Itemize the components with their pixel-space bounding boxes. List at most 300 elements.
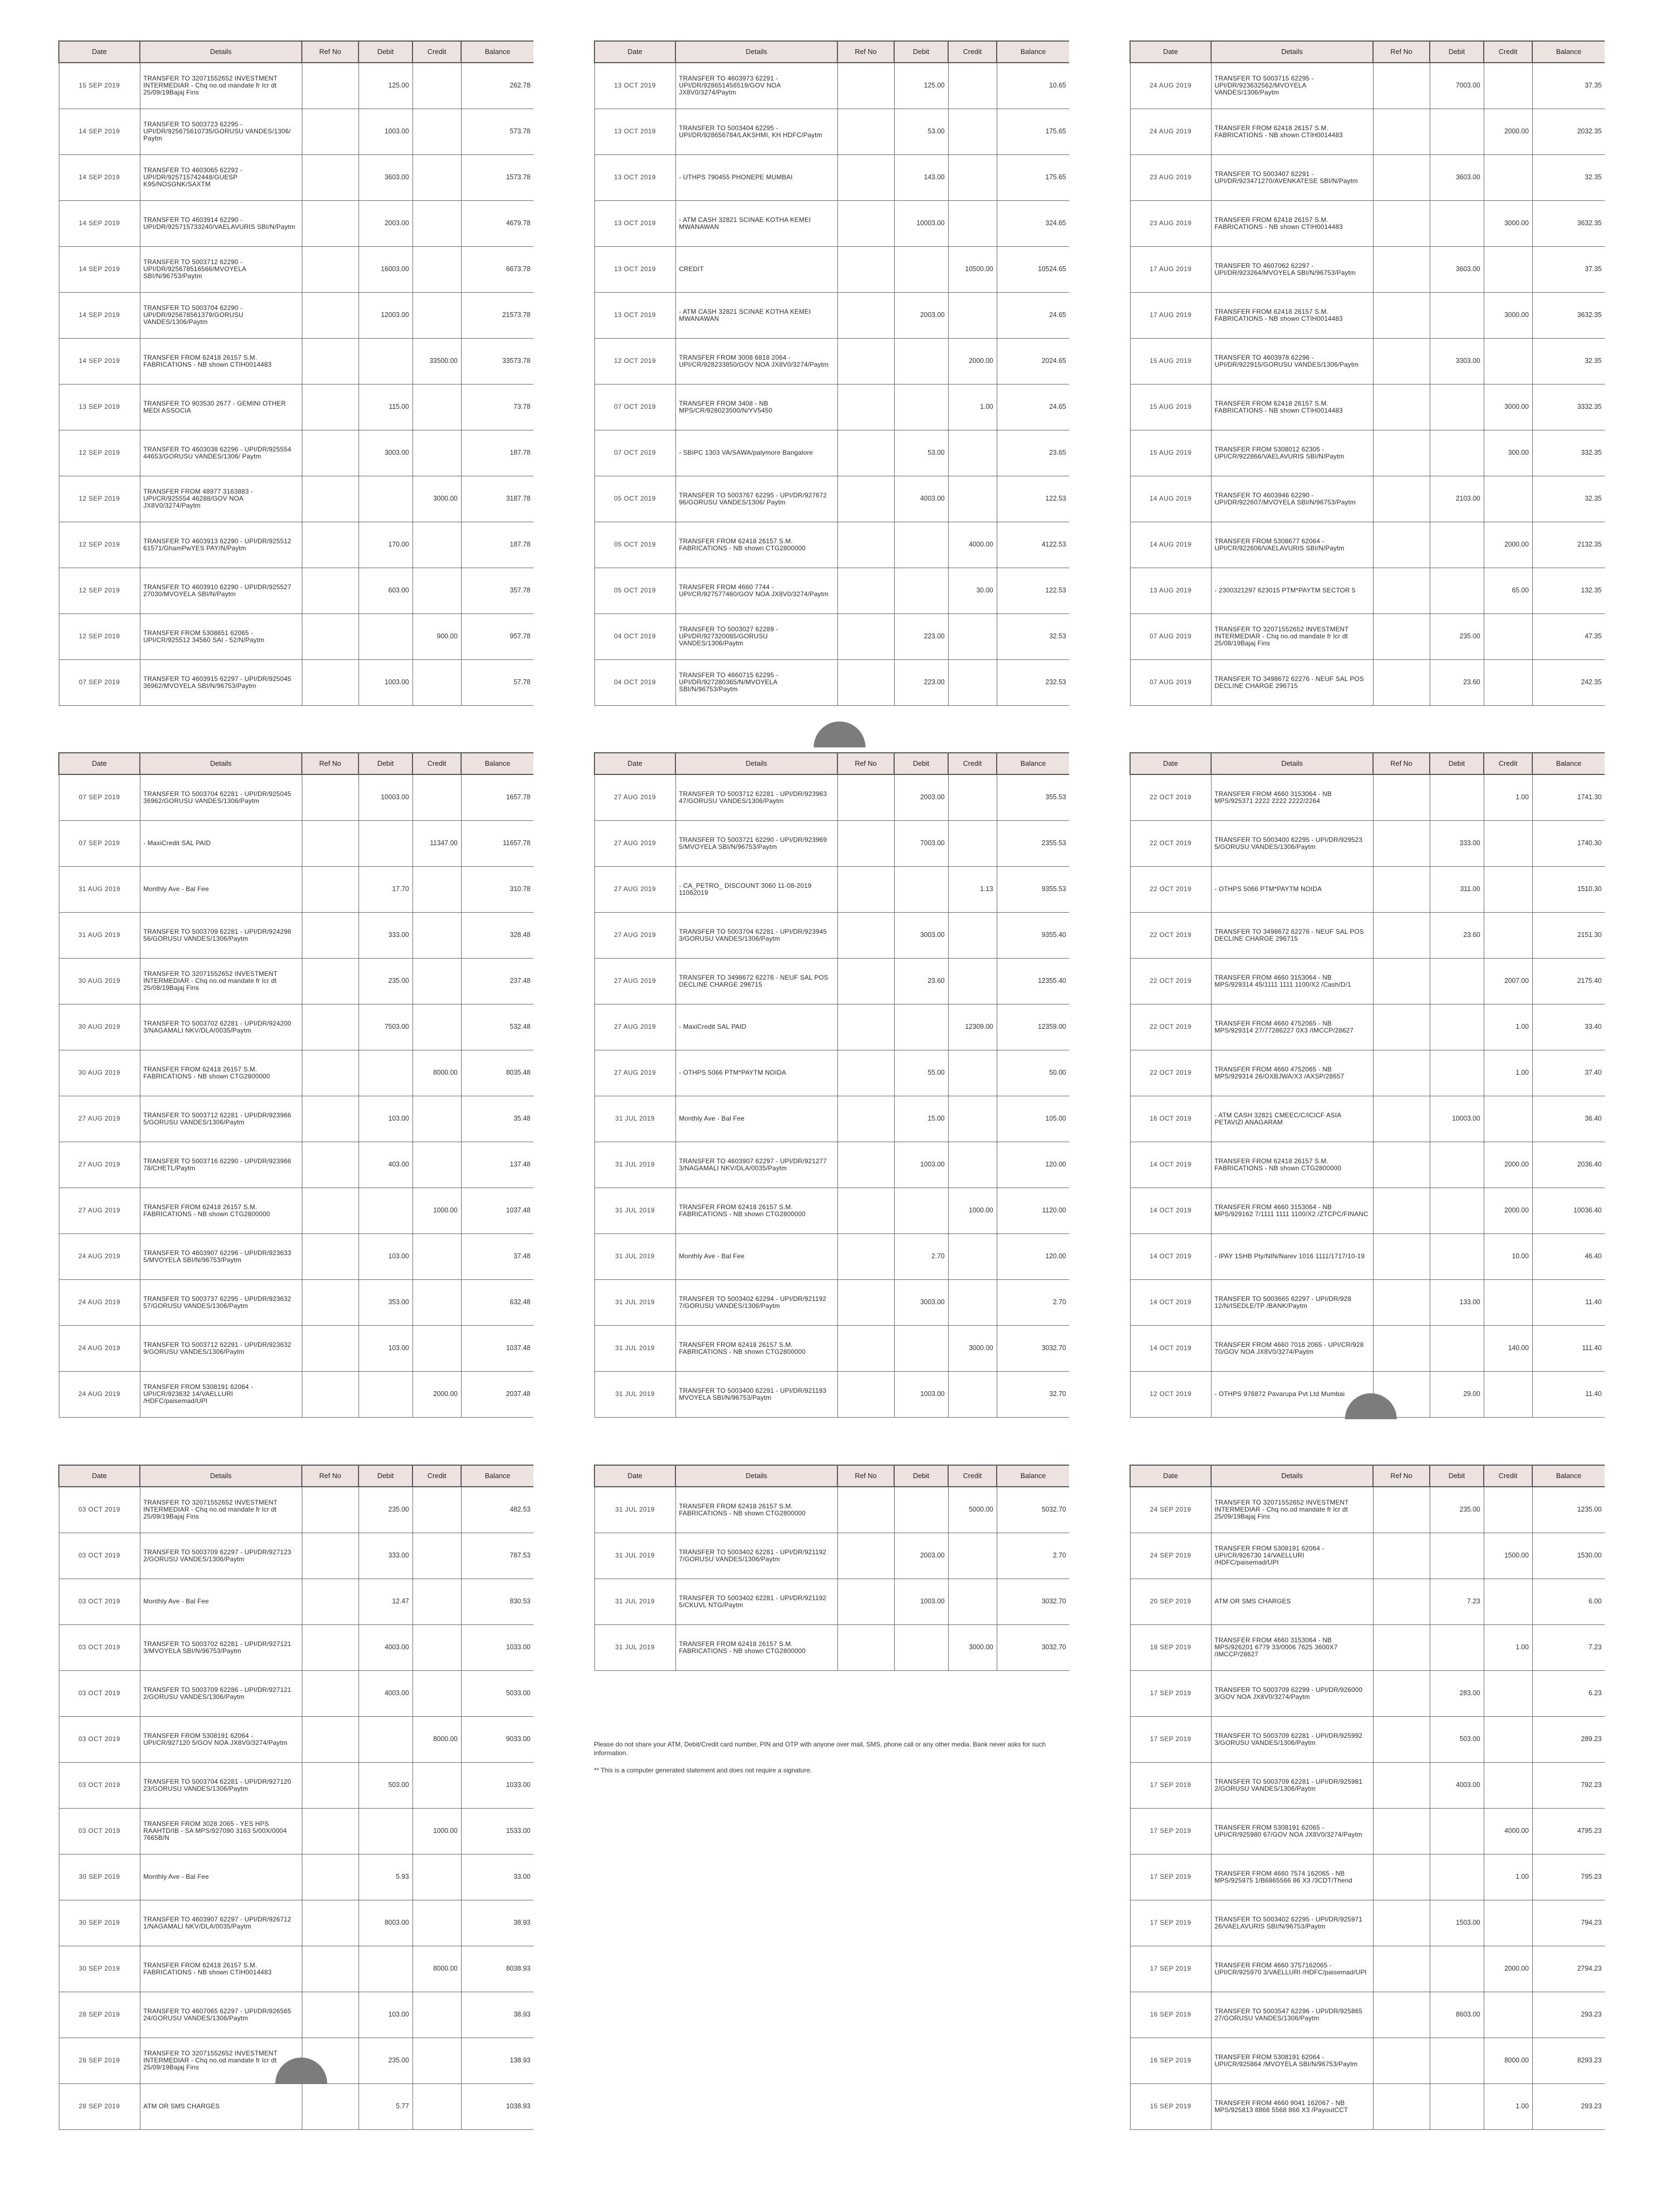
debit-cell [894, 522, 948, 568]
credit-cell: 12309.00 [948, 1004, 997, 1050]
details-cell: TRANSFER TO 5003709 62286 - UPI/DR/927121 2/GORUSU VANDES/1306/Paytm [140, 1670, 302, 1716]
credit-cell: 900.00 [413, 613, 461, 659]
header-row [1130, 1465, 1605, 1487]
debit-cell: 283.00 [1430, 1670, 1484, 1716]
header-details: Details [675, 41, 837, 63]
details-cell: Monthly Ave - Bal Fee [140, 1579, 302, 1624]
header-date: Date [594, 41, 675, 63]
ref-cell [302, 1096, 359, 1142]
debit-cell [1430, 1325, 1484, 1371]
balance-cell: 12359.00 [997, 1004, 1069, 1050]
ref-cell [1373, 1992, 1430, 2038]
credit-cell [413, 568, 461, 613]
details-cell: TRANSFER TO 4603973 62291 - UPI/DR/928651456519/GOV NOA JX8V0/3274/Paytm [675, 63, 837, 109]
balance-cell: 21573.78 [461, 292, 533, 338]
ref-cell [1373, 1579, 1430, 1624]
header-balance: Balance [1532, 41, 1605, 63]
debit-cell [359, 820, 413, 866]
ref-cell [1373, 1762, 1430, 1808]
date-cell: 14 SEP 2019 [59, 246, 140, 292]
date-cell: 12 SEP 2019 [59, 522, 140, 568]
debit-cell: 5.93 [359, 1854, 413, 1900]
details-cell: TRANSFER TO 32071552652 INVESTMENT INTERMEDIAR - Chq no.od mandate fr lcr dt 25/09/19Bajaj Fins [140, 1487, 302, 1533]
credit-cell: 300.00 [1484, 430, 1532, 476]
details-cell: - OTHPS 5066 PTM*PAYTM NOIDA [675, 1050, 837, 1096]
header-details: Details [1211, 41, 1373, 63]
ref-cell [302, 1900, 359, 1946]
balance-cell: 175.65 [997, 154, 1069, 200]
ref-cell [302, 246, 359, 292]
credit-cell [1484, 246, 1532, 292]
debit-cell: 125.00 [894, 63, 948, 109]
table-row [1130, 2038, 1605, 2083]
balance-cell: 262.78 [461, 63, 533, 109]
ref-cell [302, 430, 359, 476]
debit-cell: 2103.00 [1430, 476, 1484, 522]
header-balance: Balance [1532, 1465, 1605, 1487]
ref-cell [837, 246, 894, 292]
header-ref-no: Ref No [302, 753, 359, 774]
date-cell: 24 AUG 2019 [59, 1371, 140, 1417]
credit-cell [1484, 1279, 1532, 1325]
header-details: Details [1211, 1465, 1373, 1487]
debit-cell: 1003.00 [894, 1371, 948, 1417]
date-cell: 31 JUL 2019 [594, 1487, 675, 1533]
ref-cell [1373, 1050, 1430, 1096]
page-edge-shadow [814, 721, 865, 747]
header-credit: Credit [413, 753, 461, 774]
credit-cell: 8000.00 [413, 1946, 461, 1992]
table-row [1130, 1579, 1605, 1624]
ref-cell [302, 1325, 359, 1371]
debit-cell [359, 1716, 413, 1762]
table-row [594, 568, 1069, 613]
header-date: Date [1130, 1465, 1211, 1487]
balance-cell: 1033.00 [461, 1762, 533, 1808]
date-cell: 31 AUG 2019 [59, 912, 140, 958]
details-cell: TRANSFER FROM 5308191 62064 - UPI/CR/923632 14/VAELLURI /HDFC/paisemad/UPI [140, 1371, 302, 1417]
debit-cell [1430, 1533, 1484, 1579]
balance-cell: 37.35 [1532, 63, 1605, 109]
date-cell: 07 SEP 2019 [59, 820, 140, 866]
details-cell: - OTHPS 976872 Pavarupa Pvt Ltd Mumbai [1211, 1371, 1373, 1417]
header-row [594, 1465, 1069, 1487]
table-row [594, 430, 1069, 476]
ref-cell [1373, 958, 1430, 1004]
details-cell: TRANSFER FROM 62418 26157 S.M. FABRICATIONS - NB shown CTG2800000 [675, 1487, 837, 1533]
balance-cell: 3032.70 [997, 1624, 1069, 1670]
credit-cell [1484, 1096, 1532, 1142]
details-cell: TRANSFER TO 5003400 62291 - UPI/DR/921193 MVOYELA SBI/N/96753/Paytm [675, 1371, 837, 1417]
debit-cell: 12003.00 [359, 292, 413, 338]
statement-page [594, 752, 1069, 1418]
table-row [1130, 522, 1605, 568]
details-cell: Monthly Ave - Bal Fee [140, 1854, 302, 1900]
table-row [59, 568, 533, 613]
balance-cell: 1033.00 [461, 1624, 533, 1670]
credit-cell: 1000.00 [413, 1188, 461, 1233]
table-row [59, 1900, 533, 1946]
balance-cell: 122.53 [997, 476, 1069, 522]
debit-cell [1430, 109, 1484, 154]
table-row [1130, 154, 1605, 200]
table-row [59, 1854, 533, 1900]
ref-cell [302, 1670, 359, 1716]
ref-cell [1373, 1142, 1430, 1188]
table-row [59, 774, 533, 820]
credit-cell: 8000.00 [1484, 2038, 1532, 2083]
table-row [594, 1279, 1069, 1325]
credit-cell [413, 659, 461, 705]
transactions-table [594, 41, 1069, 706]
balance-cell: 1573.78 [461, 154, 533, 200]
balance-cell: 175.65 [997, 109, 1069, 154]
balance-cell: 6.00 [1532, 1579, 1605, 1624]
details-cell: TRANSFER TO 5003402 62281 - UPI/DR/921192 5/CKUVL NTG/Paytm [675, 1579, 837, 1624]
table-row [1130, 430, 1605, 476]
credit-cell: 3000.00 [948, 1624, 997, 1670]
credit-cell [413, 1533, 461, 1579]
date-cell: 05 OCT 2019 [594, 476, 675, 522]
statement-page [1130, 752, 1605, 1418]
credit-cell [948, 958, 997, 1004]
header-debit: Debit [894, 753, 948, 774]
debit-cell: 103.00 [359, 1233, 413, 1279]
balance-cell: 2036.40 [1532, 1142, 1605, 1188]
table-row [59, 958, 533, 1004]
ref-cell [1373, 292, 1430, 338]
debit-cell: 235.00 [359, 2038, 413, 2083]
balance-cell: 324.65 [997, 200, 1069, 246]
debit-cell: 8603.00 [1430, 1992, 1484, 2038]
statement-page [1130, 1465, 1605, 2130]
balance-cell: 6.23 [1532, 1670, 1605, 1716]
ref-cell [302, 1716, 359, 1762]
debit-cell: 10003.00 [359, 774, 413, 820]
balance-cell: 33.00 [461, 1854, 533, 1900]
details-cell: TRANSFER TO 32071552652 INVESTMENT INTERMEDIAR - Chq no.od mandate fr lcr dt 25/09/19Bajaj Fins [140, 2038, 302, 2083]
balance-cell: 310.78 [461, 866, 533, 912]
date-cell: 12 OCT 2019 [1130, 1371, 1211, 1417]
ref-cell [302, 154, 359, 200]
details-cell: TRANSFER TO 3498672 62276 - NEUF SAL POS DECLINE CHARGE 296715 [1211, 912, 1373, 958]
balance-cell: 9033.00 [461, 1716, 533, 1762]
details-cell: TRANSFER TO 32071552652 INVESTMENT INTERMEDIAR - Chq no.od mandate fr lcr dt 25/09/19Bajaj Fins [140, 63, 302, 109]
credit-cell [413, 912, 461, 958]
table-row [1130, 1624, 1605, 1670]
statement-page [58, 1465, 533, 2130]
table-row [1130, 2083, 1605, 2129]
table-row [1130, 659, 1605, 705]
date-cell: 14 SEP 2019 [59, 154, 140, 200]
details-cell: ATM OR SMS CHARGES [1211, 1579, 1373, 1624]
date-cell: 17 SEP 2019 [1130, 1716, 1211, 1762]
date-cell: 27 AUG 2019 [59, 1096, 140, 1142]
balance-cell: 1510.30 [1532, 866, 1605, 912]
date-cell: 24 AUG 2019 [59, 1279, 140, 1325]
debit-cell [359, 1946, 413, 1992]
table-row [59, 63, 533, 109]
balance-cell: 795.23 [1532, 1854, 1605, 1900]
balance-cell: 37.48 [461, 1233, 533, 1279]
date-cell: 27 AUG 2019 [594, 1050, 675, 1096]
credit-cell [413, 200, 461, 246]
ref-cell [837, 1050, 894, 1096]
date-cell: 15 AUG 2019 [1130, 430, 1211, 476]
balance-cell: 355.53 [997, 774, 1069, 820]
date-cell: 12 SEP 2019 [59, 476, 140, 522]
debit-cell: 103.00 [359, 1325, 413, 1371]
ref-cell [302, 1371, 359, 1417]
credit-cell [413, 2038, 461, 2083]
credit-cell [1484, 659, 1532, 705]
date-cell: 15 AUG 2019 [1130, 384, 1211, 430]
table-row [1130, 338, 1605, 384]
ref-cell [302, 200, 359, 246]
header-details: Details [140, 753, 302, 774]
details-cell: TRANSFER TO 4660715 62295 - UPI/DR/927280365/N/MVOYELA SBI/N/96753/Paytm [675, 659, 837, 705]
date-cell: 17 SEP 2019 [1130, 1762, 1211, 1808]
table-row [59, 430, 533, 476]
ref-cell [837, 1096, 894, 1142]
date-cell: 31 AUG 2019 [59, 866, 140, 912]
details-cell: TRANSFER TO 5003027 62289 - UPI/DR/927320085/GORUSU VANDES/1306/Paytm [675, 613, 837, 659]
date-cell: 31 JUL 2019 [594, 1624, 675, 1670]
ref-cell [837, 1233, 894, 1279]
date-cell: 27 AUG 2019 [594, 820, 675, 866]
details-cell: TRANSFER FROM 4660 7744 - UPI/CR/927577460/GOV NOA JX8V0/3274/Paytm [675, 568, 837, 613]
details-cell: TRANSFER TO 5003704 62281 - UPI/DR/927120 23/GORUSU VANDES/1306/Paytm [140, 1762, 302, 1808]
details-cell: - ATM CASH 32821 CMEEC/C/ICICF ASIA PETAVIZI ANAGARAM [1211, 1096, 1373, 1142]
debit-cell [1430, 2038, 1484, 2083]
debit-cell [894, 246, 948, 292]
credit-cell [948, 476, 997, 522]
balance-cell: 138.93 [461, 2038, 533, 2083]
details-cell: CREDIT [675, 246, 837, 292]
table-row [594, 820, 1069, 866]
table-row [1130, 1533, 1605, 1579]
balance-cell: 32.35 [1532, 476, 1605, 522]
details-cell: TRANSFER FROM 48977 3163883 - UPI/CR/925554 46288/GOV NOA JX8V0/3274/Paytm [140, 476, 302, 522]
header-ref-no: Ref No [837, 41, 894, 63]
balance-cell: 7.23 [1532, 1624, 1605, 1670]
table-row [59, 292, 533, 338]
balance-cell: 37.40 [1532, 1050, 1605, 1096]
credit-cell [948, 1096, 997, 1142]
credit-cell [413, 154, 461, 200]
balance-cell: 9355.53 [997, 866, 1069, 912]
credit-cell [413, 384, 461, 430]
balance-cell: 35.48 [461, 1096, 533, 1142]
table-row [594, 1371, 1069, 1417]
date-cell: 14 SEP 2019 [59, 292, 140, 338]
table-row [1130, 109, 1605, 154]
credit-cell [1484, 1992, 1532, 2038]
credit-cell [948, 1371, 997, 1417]
table-row [1130, 912, 1605, 958]
date-cell: 05 OCT 2019 [594, 522, 675, 568]
details-cell: TRANSFER TO 5003715 62295 - UPI/DR/923632562/MVOYELA VANDES/1306/Paytm [1211, 63, 1373, 109]
debit-cell [1430, 2083, 1484, 2129]
ref-cell [837, 1371, 894, 1417]
details-cell: TRANSFER TO 4603038 62296 - UPI/DR/925554 44653/GORUSU VANDES/1306/ Paytm [140, 430, 302, 476]
ref-cell [1373, 1900, 1430, 1946]
table-row [594, 246, 1069, 292]
ref-cell [837, 820, 894, 866]
details-cell: TRANSFER TO 4603946 62290 - UPI/DR/922607/MVOYELA SBI/N/96753/Paytm [1211, 476, 1373, 522]
table-row [594, 200, 1069, 246]
table-row [1130, 1325, 1605, 1371]
debit-cell [1430, 1004, 1484, 1050]
details-cell: TRANSFER FROM 62418 26157 S.M. FABRICATIONS - NB shown CTG2800000 [675, 1325, 837, 1371]
balance-cell: 33573.78 [461, 338, 533, 384]
debit-cell: 333.00 [1430, 820, 1484, 866]
date-cell: 03 OCT 2019 [59, 1487, 140, 1533]
details-cell: TRANSFER FROM 62418 26157 S.M. FABRICATIONS - NB shown CTIH0014483 [1211, 200, 1373, 246]
balance-cell: 3032.70 [997, 1325, 1069, 1371]
details-cell: TRANSFER TO 903530 2677 - GEMINI OTHER MEDI ASSOCIA [140, 384, 302, 430]
ref-cell [837, 1188, 894, 1233]
date-cell: 31 JUL 2019 [594, 1142, 675, 1188]
table-row [59, 522, 533, 568]
credit-cell [948, 292, 997, 338]
debit-cell: 4003.00 [1430, 1762, 1484, 1808]
credit-cell [948, 1233, 997, 1279]
table-row [594, 1188, 1069, 1233]
ref-cell [837, 1325, 894, 1371]
details-cell: TRANSFER TO 5003712 62291 - UPI/DR/923632 9/GORUSU VANDES/1306/Paytm [140, 1325, 302, 1371]
transactions-table [1130, 1465, 1605, 2130]
table-row [594, 774, 1069, 820]
credit-cell [413, 109, 461, 154]
date-cell: 24 AUG 2019 [1130, 63, 1211, 109]
balance-cell: 37.35 [1532, 246, 1605, 292]
credit-cell [413, 292, 461, 338]
credit-cell [1484, 154, 1532, 200]
balance-cell: 957.78 [461, 613, 533, 659]
header-date: Date [1130, 41, 1211, 63]
balance-cell: 328.48 [461, 912, 533, 958]
credit-cell [948, 430, 997, 476]
date-cell: 17 SEP 2019 [1130, 1900, 1211, 1946]
credit-cell: 3000.00 [413, 476, 461, 522]
debit-cell [1430, 958, 1484, 1004]
ref-cell [302, 63, 359, 109]
details-cell: TRANSFER FROM 62418 26157 S.M. FABRICATIONS - NB shown CTG2800000 [675, 1624, 837, 1670]
debit-cell: 143.00 [894, 154, 948, 200]
balance-cell: 32.70 [997, 1371, 1069, 1417]
ref-cell [302, 1624, 359, 1670]
credit-cell [413, 1579, 461, 1624]
table-row [59, 338, 533, 384]
details-cell: TRANSFER TO 5003721 62290 - UPI/DR/923969 5/MVOYELA SBI/N/96753/Paytm [675, 820, 837, 866]
table-row [59, 1624, 533, 1670]
balance-cell: 122.53 [997, 568, 1069, 613]
debit-cell: 2003.00 [894, 774, 948, 820]
header-debit: Debit [1430, 753, 1484, 774]
credit-cell: 1.00 [1484, 1624, 1532, 1670]
balance-cell: 1741.30 [1532, 774, 1605, 820]
table-row [594, 1579, 1069, 1624]
balance-cell: 38.93 [461, 1900, 533, 1946]
balance-cell: 2132.35 [1532, 522, 1605, 568]
details-cell: TRANSFER FROM 3408 - NB MPS/CR/928023500/N/YV5450 [675, 384, 837, 430]
ref-cell [1373, 1946, 1430, 1992]
header-date: Date [59, 1465, 140, 1487]
debit-cell: 4003.00 [894, 476, 948, 522]
ref-cell [837, 1004, 894, 1050]
header-debit: Debit [1430, 1465, 1484, 1487]
details-cell: TRANSFER TO 5003709 62281 - UPI/DR/924298 56/GORUSU VANDES/1306/Paytm [140, 912, 302, 958]
date-cell: 16 SEP 2019 [1130, 2038, 1211, 2083]
header-date: Date [594, 1465, 675, 1487]
details-cell: TRANSFER FROM 62418 26157 S.M. FABRICATIONS - NB shown CTIH0014483 [1211, 384, 1373, 430]
debit-cell [1430, 1050, 1484, 1096]
table-row [59, 2083, 533, 2129]
details-cell: TRANSFER TO 5003767 62295 - UPI/DR/927672 96/GORUSU VANDES/1306/ Paytm [675, 476, 837, 522]
details-cell: - IPAY 1SHB Pty/NIN/Narev 1016 1111/1717/10-19 [1211, 1233, 1373, 1279]
balance-cell: 120.00 [997, 1142, 1069, 1188]
transactions-table [58, 752, 533, 1418]
date-cell: 16 OCT 2019 [1130, 1096, 1211, 1142]
debit-cell: 53.00 [894, 109, 948, 154]
details-cell: TRANSFER TO 5003712 62281 - UPI/DR/923963 47/GORUSU VANDES/1306/Paytm [675, 774, 837, 820]
credit-cell [413, 774, 461, 820]
details-cell: ATM OR SMS CHARGES [140, 2083, 302, 2129]
credit-cell [413, 246, 461, 292]
credit-cell [948, 154, 997, 200]
credit-cell: 5000.00 [948, 1487, 997, 1533]
debit-cell [1430, 430, 1484, 476]
debit-cell [1430, 1188, 1484, 1233]
debit-cell [894, 1624, 948, 1670]
credit-cell [948, 659, 997, 705]
balance-cell: 11657.78 [461, 820, 533, 866]
table-row [59, 1533, 533, 1579]
credit-cell: 1.00 [1484, 774, 1532, 820]
date-cell: 13 SEP 2019 [59, 384, 140, 430]
date-cell: 27 AUG 2019 [594, 1004, 675, 1050]
date-cell: 31 JUL 2019 [594, 1579, 675, 1624]
ref-cell [1373, 522, 1430, 568]
credit-cell [948, 109, 997, 154]
table-row [1130, 1946, 1605, 1992]
ref-cell [1373, 476, 1430, 522]
ref-cell [1373, 659, 1430, 705]
credit-cell: 4000.00 [1484, 1808, 1532, 1854]
date-cell: 24 SEP 2019 [1130, 1533, 1211, 1579]
details-cell: TRANSFER FROM 5308651 62065 - UPI/CR/925512 34560 SAI - 52/N/Paytm [140, 613, 302, 659]
credit-cell [413, 522, 461, 568]
credit-cell [1484, 476, 1532, 522]
balance-cell: 632.48 [461, 1279, 533, 1325]
balance-cell: 4679.78 [461, 200, 533, 246]
date-cell: 22 OCT 2019 [1130, 820, 1211, 866]
credit-cell [1484, 1371, 1532, 1417]
credit-cell: 65.00 [1484, 568, 1532, 613]
table-row [59, 1992, 533, 2038]
table-row [1130, 384, 1605, 430]
ref-cell [302, 292, 359, 338]
details-cell: TRANSFER TO 4603907 62296 - UPI/DR/923633 5/MVOYELA SBI/N/96753/Paytm [140, 1233, 302, 1279]
ref-cell [1373, 568, 1430, 613]
table-row [59, 1142, 533, 1188]
date-cell: 07 AUG 2019 [1130, 613, 1211, 659]
debit-cell: 3003.00 [894, 912, 948, 958]
date-cell: 31 JUL 2019 [594, 1371, 675, 1417]
balance-cell: 2.70 [997, 1533, 1069, 1579]
balance-cell: 73.78 [461, 384, 533, 430]
